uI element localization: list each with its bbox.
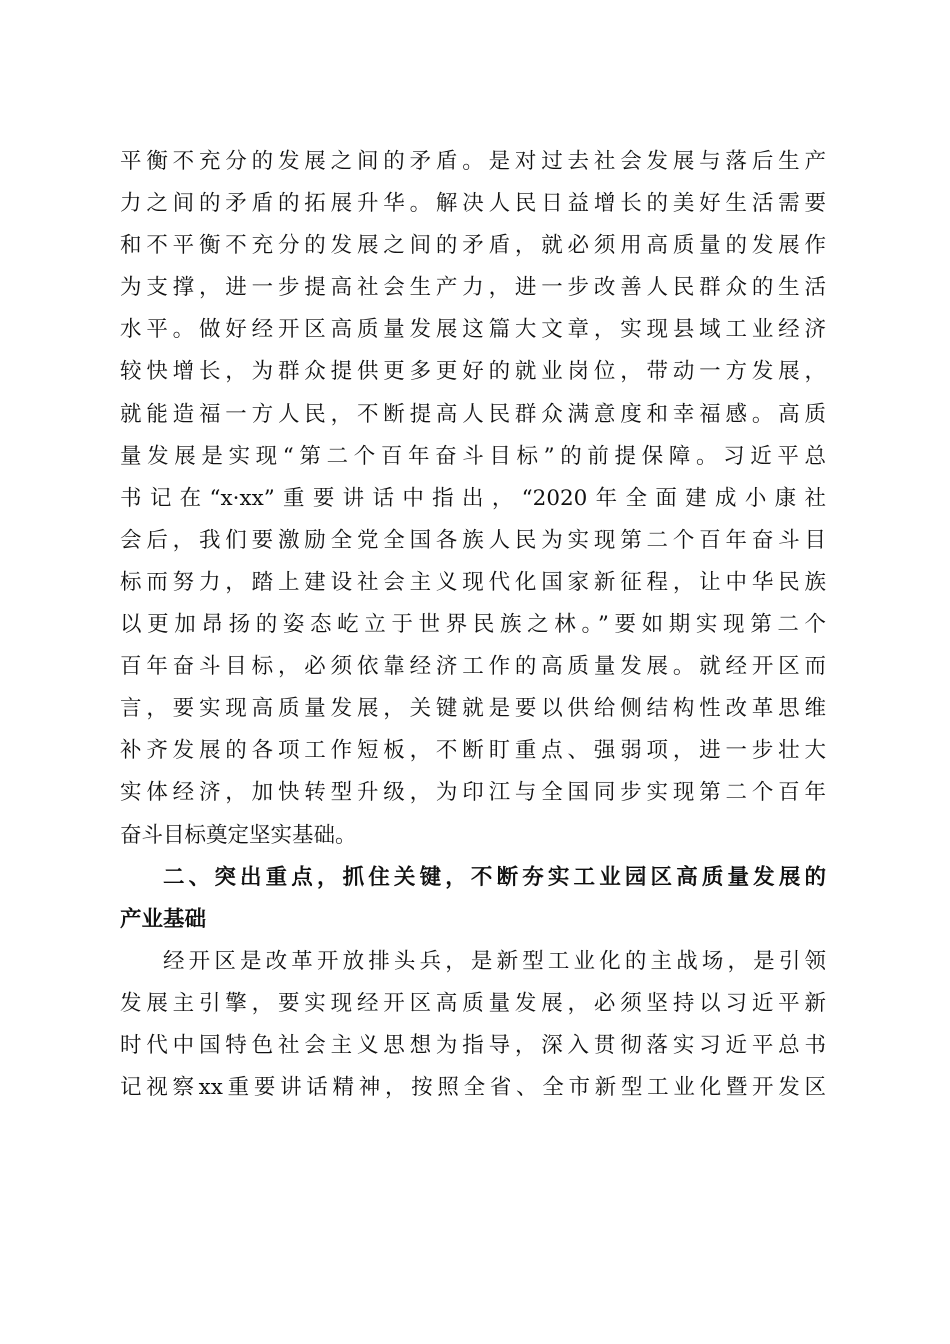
paragraph-line: 力之间的矛盾的拓展升华。解决人民日益增长的美好生活需要 (120, 191, 826, 217)
paragraph-line: 平衡不充分的发展之间的矛盾。是对过去社会发展与落后生产 (120, 149, 826, 174)
document-body (120, 141, 826, 1109)
paragraph-line: 较快增长，为群众提供更多更好的就业岗位，带动一方发展， (120, 359, 826, 385)
paragraph-line: 量发展是实现“第二个百年奋斗目标”的前提保障。习近平总 (120, 443, 826, 469)
paragraph-line: 就能造福一方人民，不断提高人民群众满意度和幸福感。高质 (120, 401, 826, 427)
paragraph-line: 记视察xx重要讲话精神，按照全省、全市新型工业化暨开发区 (120, 1075, 826, 1101)
paragraph-line: 补齐发展的各项工作短板，不断盯重点、强弱项，进一步壮大 (120, 738, 826, 764)
paragraph-line: 会后，我们要激励全党全国各族人民为实现第二个百年奋斗目 (120, 527, 826, 553)
paragraph-line: 为支撑，进一步提高社会生产力，进一步改善人民群众的生活 (120, 275, 826, 301)
paragraph-line: 言，要实现高质量发展，关键就是要以供给侧结构性改革思维 (120, 696, 826, 722)
paragraph-line: 和不平衡不充分的发展之间的矛盾，就必须用高质量的发展作 (120, 233, 826, 259)
paragraph-line: 书记在“x·xx”重要讲话中指出，“2020年全面建成小康社 (120, 485, 826, 511)
paragraph-line: 奋斗目标奠定坚实基础。 (120, 822, 357, 848)
paragraph-line: 经开区是改革开放排头兵，是新型工业化的主战场，是引领 (163, 948, 826, 974)
paragraph-line: 以更加昂扬的姿态屹立于世界民族之林。”要如期实现第二个 (120, 612, 826, 638)
paragraph-line: 百年奋斗目标，必须依靠经济工作的高质量发展。就经开区而 (120, 654, 826, 680)
paragraph-line: 发展主引擎，要实现经开区高质量发展，必须坚持以习近平新 (120, 990, 826, 1016)
section-heading: 产业基础 (120, 906, 207, 932)
paragraph-line: 标而努力，踏上建设社会主义现代化国家新征程，让中华民族 (120, 569, 826, 595)
section-heading: 二、突出重点，抓住关键，不断夯实工业园区高质量发展的 (163, 864, 826, 890)
paragraph-line: 时代中国特色社会主义思想为指导，深入贯彻落实习近平总书 (120, 1032, 826, 1058)
paragraph-line: 实体经济，加快转型升级，为印江与全国同步实现第二个百年 (120, 780, 826, 806)
paragraph-line: 水平。做好经开区高质量发展这篇大文章，实现县域工业经济 (120, 317, 826, 343)
